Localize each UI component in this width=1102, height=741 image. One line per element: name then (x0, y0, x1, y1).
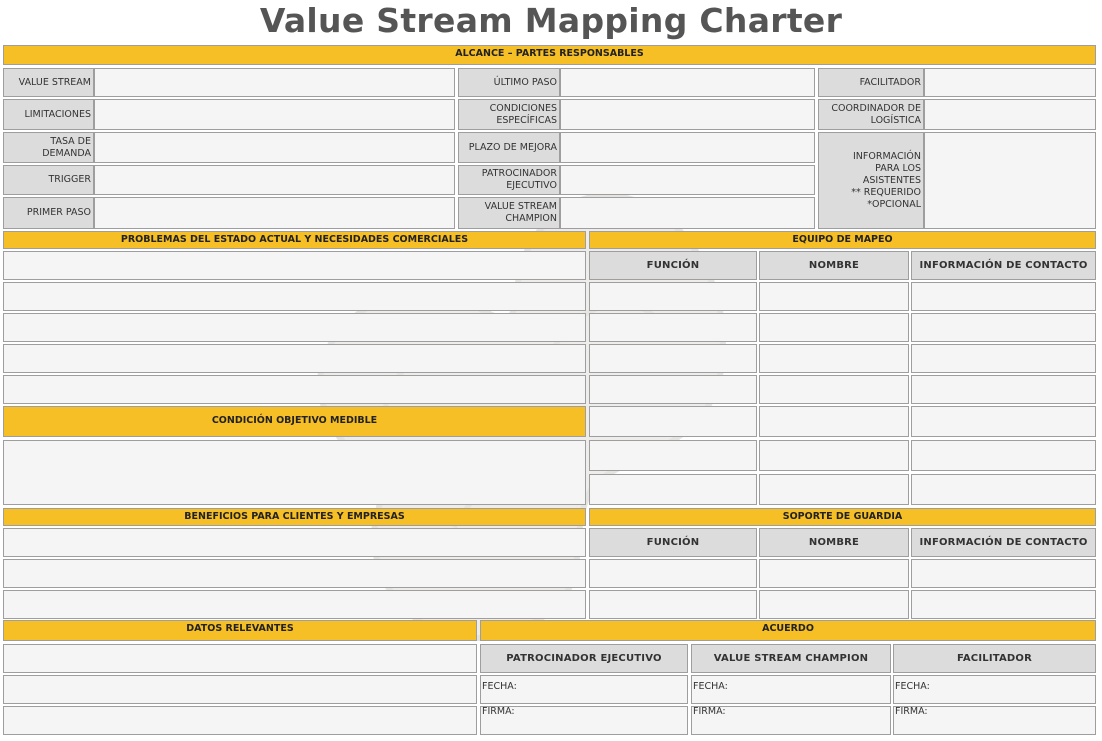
mapping-cell[interactable] (589, 375, 757, 404)
agreement-header: ACUERDO (480, 620, 1096, 641)
mapping-cell[interactable] (911, 440, 1096, 471)
condiciones-field[interactable] (560, 99, 815, 130)
label-limitaciones: LIMITACIONES (3, 99, 94, 130)
plazo-mejora-field[interactable] (560, 132, 815, 163)
patrocinador-field[interactable] (560, 165, 815, 195)
label-tasa-demanda: TASA DE DEMANDA (3, 132, 94, 163)
label-value-stream: VALUE STREAM (3, 68, 94, 97)
data-header: DATOS RELEVANTES (3, 620, 477, 641)
support-col-funcion: FUNCIÓN (589, 528, 757, 557)
label-coordinador: COORDINADOR DE LOGÍSTICA (818, 99, 924, 130)
facilitador-field[interactable] (924, 68, 1096, 97)
mapping-cell[interactable] (589, 313, 757, 342)
label-plazo-mejora: PLAZO DE MEJORA (458, 132, 560, 163)
label-patrocinador: PATROCINADOR EJECUTIVO (458, 165, 560, 195)
vs-champion-field[interactable] (560, 197, 815, 229)
mapping-cell[interactable] (911, 474, 1096, 505)
mapping-col-nombre: NOMBRE (759, 251, 909, 280)
data-row[interactable] (3, 706, 477, 735)
mapping-cell[interactable] (911, 282, 1096, 311)
scope-header: ALCANCE – PARTES RESPONSABLES (3, 45, 1096, 65)
agreement-col-facilitador: FACILITADOR (893, 644, 1096, 673)
support-cell[interactable] (911, 590, 1096, 619)
objective-header: CONDICIÓN OBJETIVO MEDIBLE (3, 406, 586, 437)
agreement-date-field[interactable]: FECHA: (480, 675, 688, 704)
mapping-cell[interactable] (759, 344, 909, 373)
support-cell[interactable] (911, 559, 1096, 588)
mapping-cell[interactable] (589, 440, 757, 471)
data-row[interactable] (3, 675, 477, 704)
limitaciones-field[interactable] (94, 99, 455, 130)
support-col-contacto: INFORMACIÓN DE CONTACTO (911, 528, 1096, 557)
label-primer-paso: PRIMER PASO (3, 197, 94, 229)
coordinador-field[interactable] (924, 99, 1096, 130)
problems-row[interactable] (3, 313, 586, 342)
mapping-cell[interactable] (759, 375, 909, 404)
mapping-cell[interactable] (589, 282, 757, 311)
problems-row[interactable] (3, 251, 586, 280)
mapping-cell[interactable] (589, 344, 757, 373)
tasa-demanda-field[interactable] (94, 132, 455, 163)
informacion-asistentes-field[interactable] (924, 132, 1096, 229)
mapping-cell[interactable] (911, 313, 1096, 342)
mapping-cell[interactable] (589, 406, 757, 437)
support-col-nombre: NOMBRE (759, 528, 909, 557)
benefits-row[interactable] (3, 528, 586, 557)
agreement-date-field[interactable]: FECHA: (893, 675, 1096, 704)
mapping-cell[interactable] (589, 474, 757, 505)
label-facilitador: FACILITADOR (818, 68, 924, 97)
problems-header: PROBLEMAS DEL ESTADO ACTUAL Y NECESIDADES COMERCIALES (3, 231, 586, 249)
trigger-field[interactable] (94, 165, 455, 195)
support-header: SOPORTE DE GUARDIA (589, 508, 1096, 526)
support-cell[interactable] (759, 559, 909, 588)
agreement-signature-field[interactable]: FIRMA: (691, 706, 891, 735)
mapping-col-funcion: FUNCIÓN (589, 251, 757, 280)
mapping-cell[interactable] (759, 474, 909, 505)
benefits-header: BENEFICIOS PARA CLIENTES Y EMPRESAS (3, 508, 586, 526)
agreement-col-champion: VALUE STREAM CHAMPION (691, 644, 891, 673)
mapping-cell[interactable] (759, 282, 909, 311)
problems-row[interactable] (3, 344, 586, 373)
benefits-row[interactable] (3, 590, 586, 619)
label-trigger: TRIGGER (3, 165, 94, 195)
mapping-cell[interactable] (911, 375, 1096, 404)
agreement-signature-field[interactable]: FIRMA: (893, 706, 1096, 735)
mapping-cell[interactable] (911, 344, 1096, 373)
mapping-cell[interactable] (911, 406, 1096, 437)
mapping-cell[interactable] (759, 440, 909, 471)
data-row[interactable] (3, 644, 477, 673)
ultimo-paso-field[interactable] (560, 68, 815, 97)
primer-paso-field[interactable] (94, 197, 455, 229)
mapping-cell[interactable] (759, 313, 909, 342)
support-cell[interactable] (589, 559, 757, 588)
problems-row[interactable] (3, 282, 586, 311)
label-ultimo-paso: ÚLTIMO PASO (458, 68, 560, 97)
label-informacion-asistentes: INFORMACIÓN PARA LOS ASISTENTES ** REQUERIDO *OPCIONAL (818, 132, 924, 229)
value-stream-field[interactable] (94, 68, 455, 97)
agreement-signature-field[interactable]: FIRMA: (480, 706, 688, 735)
objective-field[interactable] (3, 440, 586, 505)
label-vs-champion: VALUE STREAM CHAMPION (458, 197, 560, 229)
label-condiciones: CONDICIONES ESPECÍFICAS (458, 99, 560, 130)
support-cell[interactable] (759, 590, 909, 619)
mapping-cell[interactable] (759, 406, 909, 437)
agreement-col-patrocinador: PATROCINADOR EJECUTIVO (480, 644, 688, 673)
agreement-date-field[interactable]: FECHA: (691, 675, 891, 704)
mapping-col-contacto: INFORMACIÓN DE CONTACTO (911, 251, 1096, 280)
support-cell[interactable] (589, 590, 757, 619)
problems-row[interactable] (3, 375, 586, 404)
mapping-team-header: EQUIPO DE MAPEO (589, 231, 1096, 249)
page-title: Value Stream Mapping Charter (259, 1, 843, 40)
benefits-row[interactable] (3, 559, 586, 588)
